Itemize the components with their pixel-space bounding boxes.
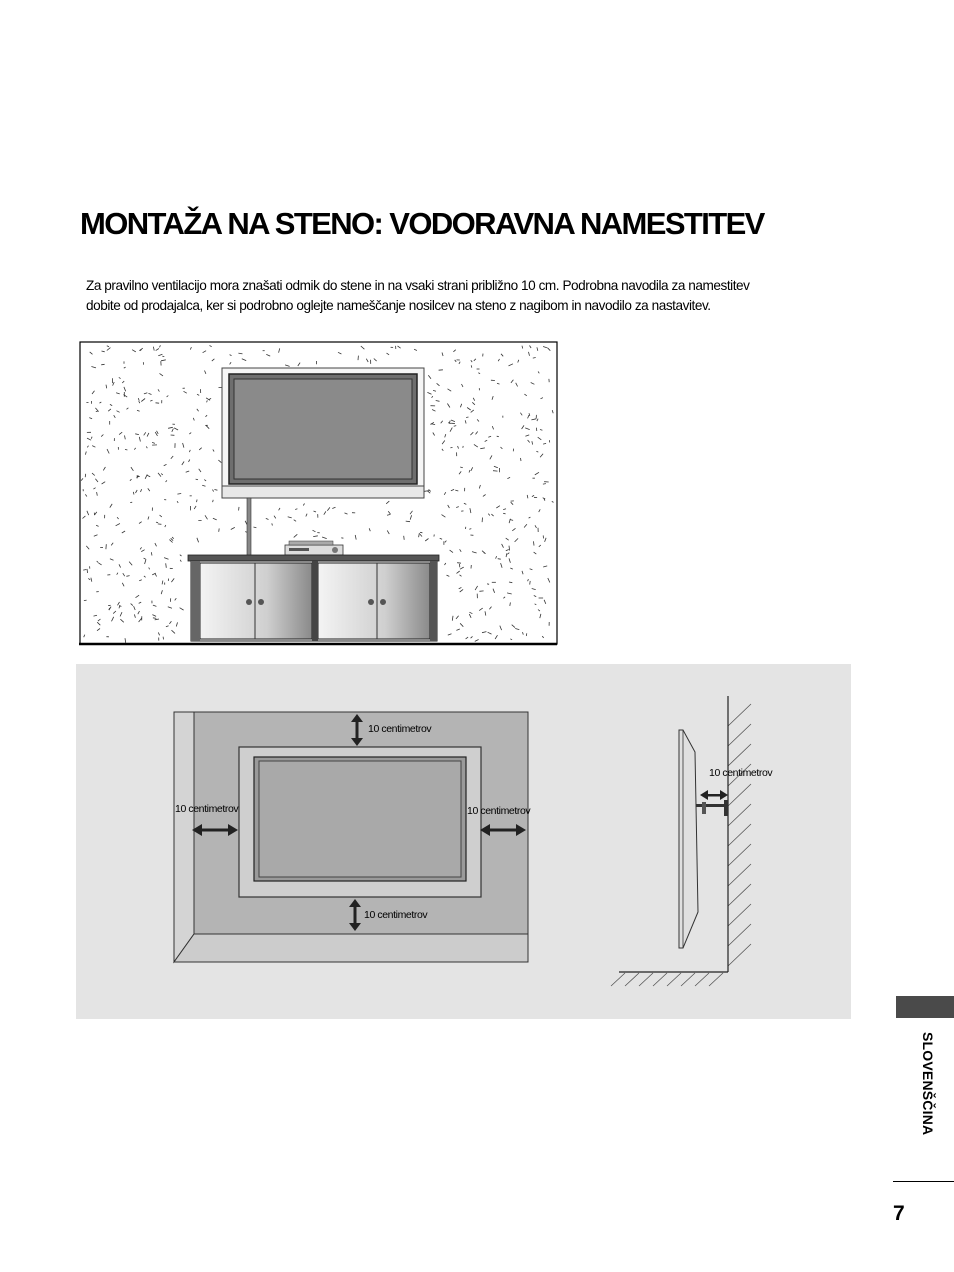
- language-label: SLOVENŠČINA: [920, 1032, 936, 1136]
- wall-mounted-tv-illustration: [79, 341, 559, 649]
- language-tab: [896, 996, 954, 1018]
- clearance-diagram-panel: [76, 664, 851, 1019]
- tv-side-icon: [679, 730, 728, 948]
- arrow-wall-icon: [700, 790, 728, 800]
- clearance-bottom-label: 10 centimetrov: [364, 909, 428, 921]
- tv-icon: [222, 368, 424, 498]
- clearance-left-label: 10 centimetrov: [175, 803, 239, 815]
- page-title: MONTAŽA NA STENO: VODORAVNA NAMESTITEV: [80, 206, 764, 241]
- intro-line-2: dobite od prodajalca, ker si podrobno oglejte nameščanje nosilcev na steno z nagibom in navodilo za nastavitev.: [86, 298, 711, 313]
- front-clearance-diagram: [172, 704, 532, 969]
- side-clearance-diagram: [603, 692, 793, 992]
- intro-line-1: Za pravilno ventilacijo mora znašati odmik do stene in na vsaki strani približno 10 cm. Podrobna navodila za namestitev: [86, 278, 750, 293]
- page-number-rule: [893, 1181, 954, 1182]
- clearance-right-label: 10 centimetrov: [467, 805, 531, 817]
- cabinet-icon: [188, 555, 439, 641]
- clearance-top-label: 10 centimetrov: [368, 723, 432, 735]
- clearance-wall-label: 10 centimetrov: [709, 767, 773, 779]
- tv-outline-icon: [239, 747, 481, 897]
- page-number: 7: [893, 1202, 905, 1225]
- intro-paragraph: [86, 276, 846, 316]
